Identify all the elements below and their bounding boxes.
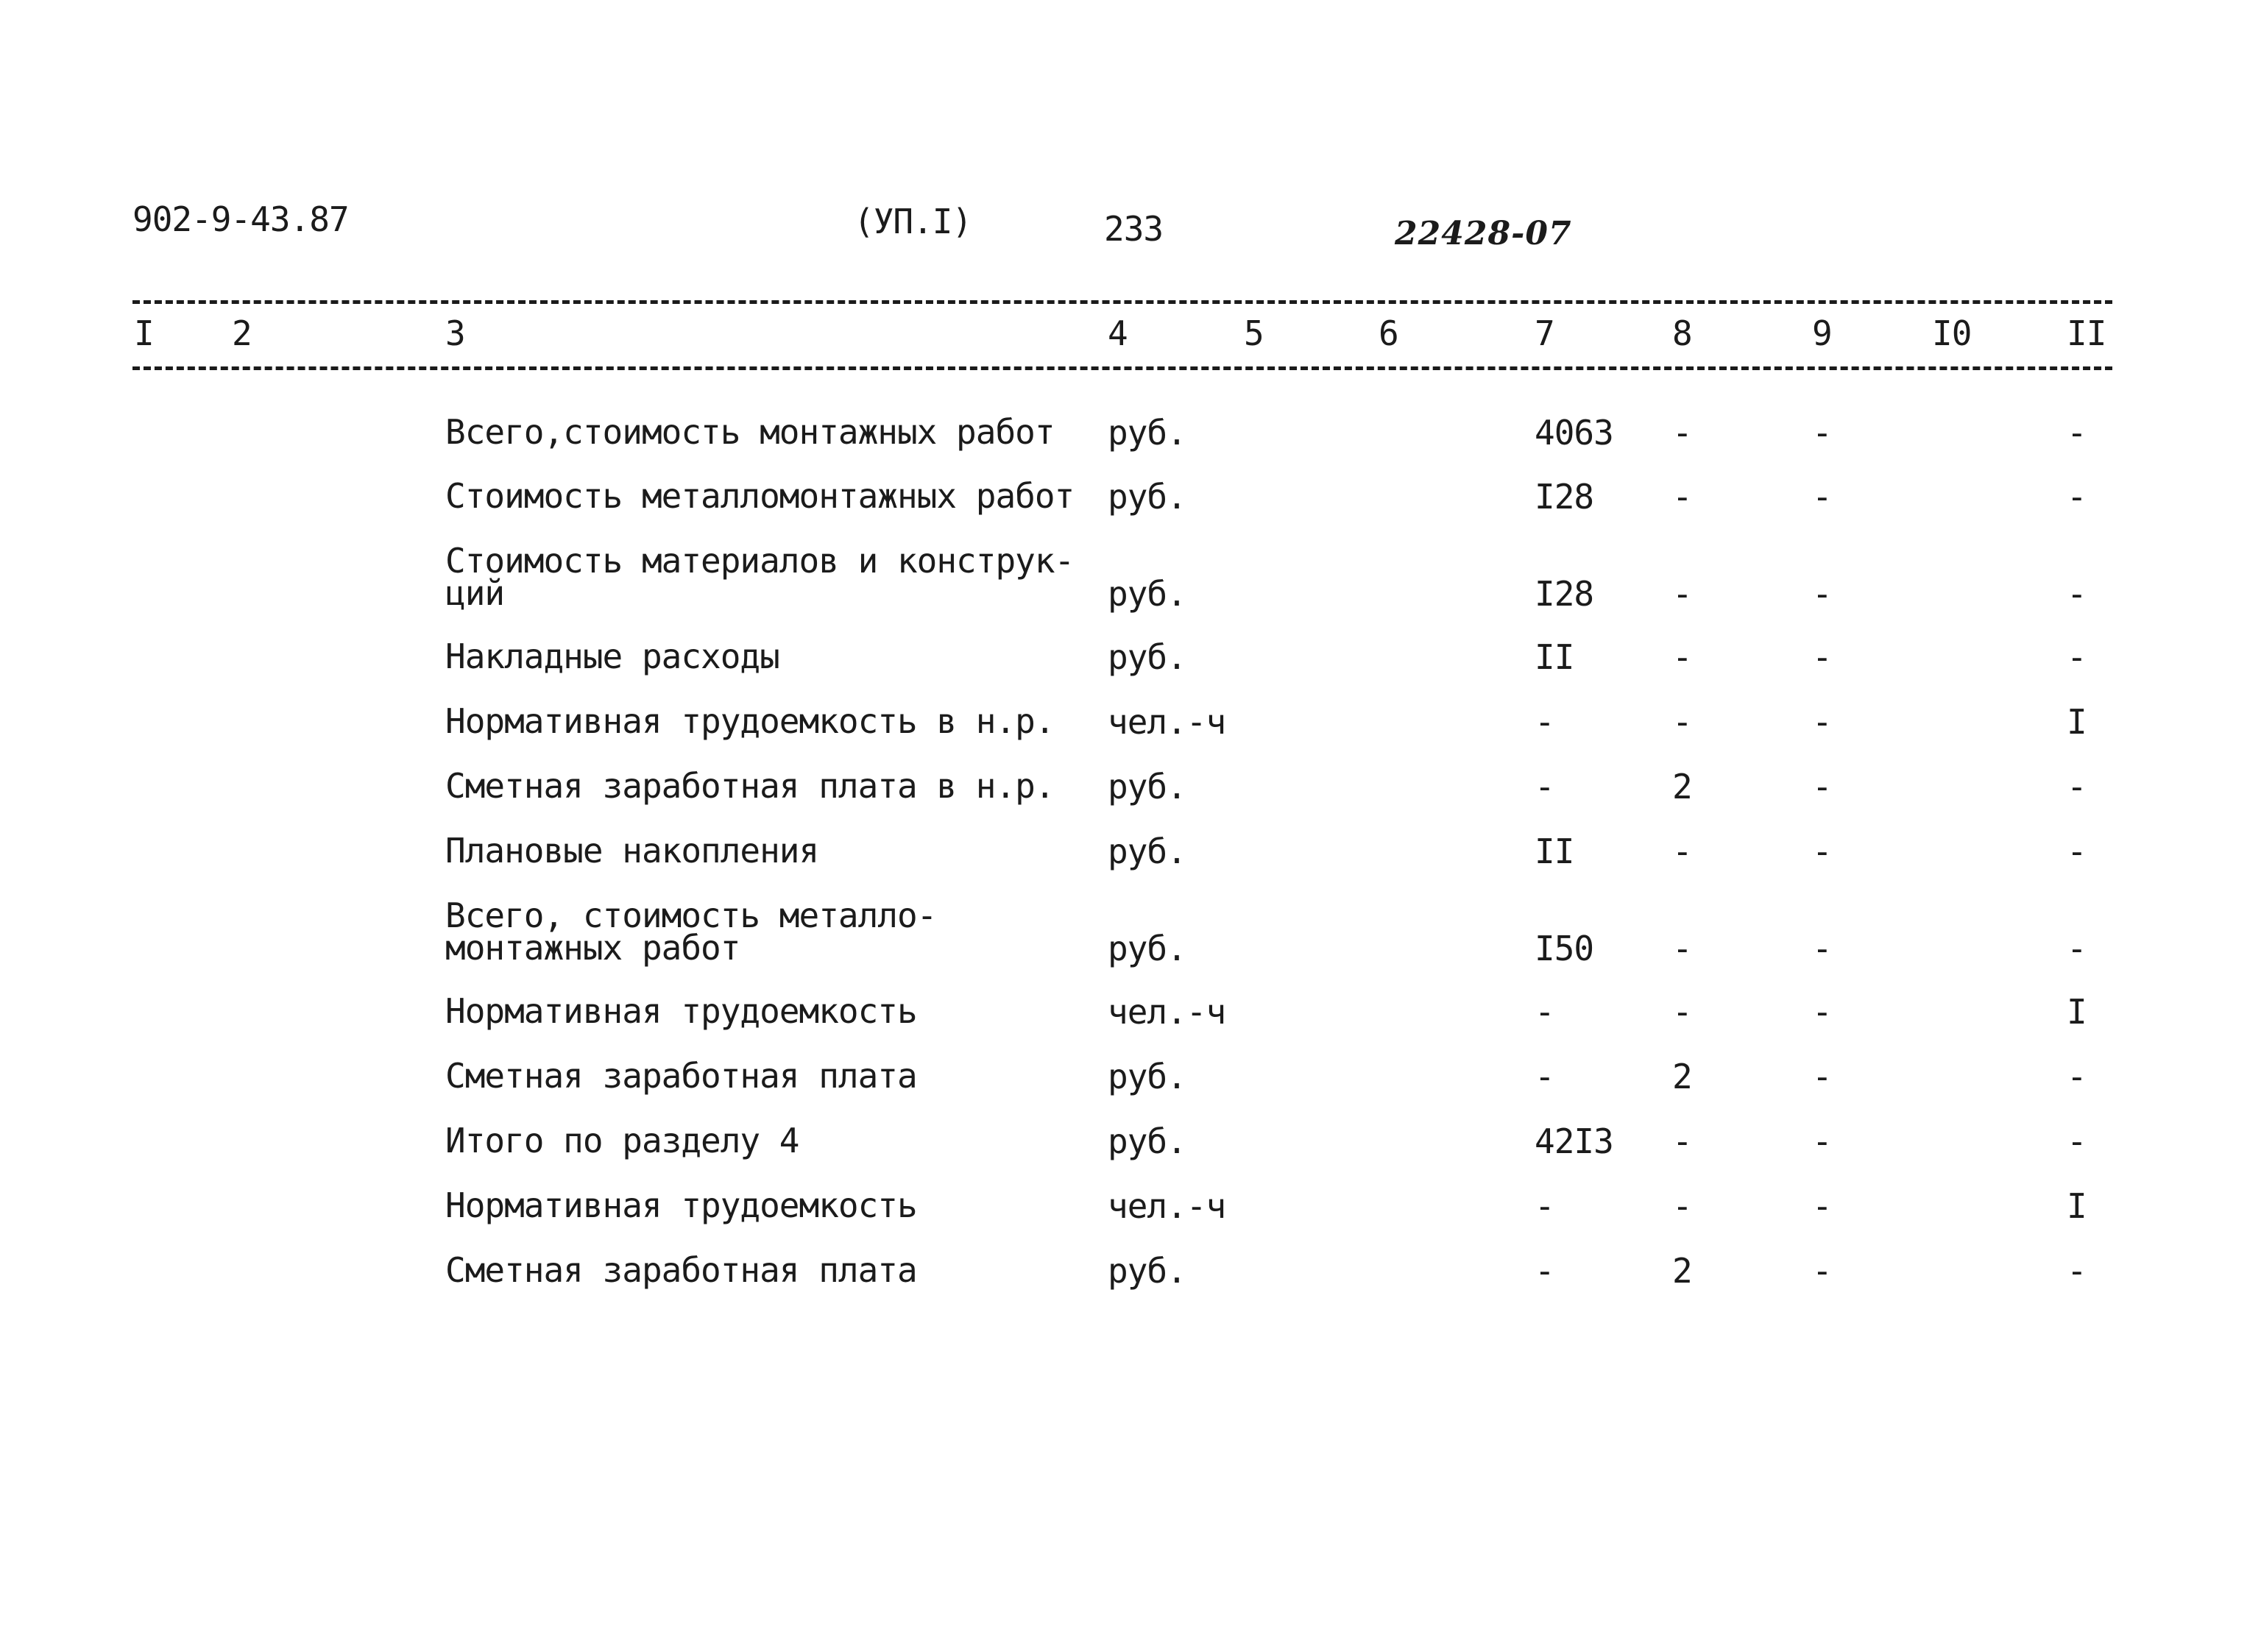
row-unit: чел.-ч	[1108, 992, 1226, 1032]
row-description: Итого по разделу 4	[445, 1121, 799, 1160]
row-description: Всего,стоимость монтажных работ	[445, 412, 1055, 452]
row-value-col-11: I	[2067, 702, 2087, 742]
row-value-col-8: -	[1672, 929, 1692, 968]
row-value-col-11: I	[2067, 992, 2087, 1032]
row-unit: руб.	[1108, 832, 1186, 871]
row-value-col-8: -	[1672, 832, 1692, 871]
page-number: 233	[1104, 209, 1164, 249]
row-value-col-8: -	[1672, 702, 1692, 742]
row-description: Сметная заработная плата	[445, 1056, 917, 1096]
row-value-col-7: -	[1535, 1186, 1554, 1226]
column-number-7: 7	[1535, 313, 1554, 353]
row-value-col-8: -	[1672, 992, 1692, 1032]
row-value-col-7: -	[1535, 767, 1554, 806]
row-value-col-8: 2	[1672, 767, 1692, 806]
row-description: Нормативная трудоемкость	[445, 991, 917, 1031]
header-rule-top	[132, 300, 2112, 304]
row-description: Сметная заработная плата в н.р.	[445, 766, 1055, 806]
row-value-col-9: -	[1812, 637, 1832, 677]
row-description: Сметная заработная плата	[445, 1250, 917, 1290]
row-value-col-9: -	[1812, 1057, 1832, 1096]
row-unit: чел.-ч	[1108, 702, 1226, 742]
row-value-col-9: -	[1812, 1121, 1832, 1161]
row-unit: руб.	[1108, 1057, 1186, 1096]
row-value-col-11: -	[2067, 477, 2087, 517]
row-description: Всего, стоимость металло- монтажных работ	[445, 896, 937, 968]
row-value-col-7: -	[1535, 1251, 1554, 1291]
header-rule-bottom	[132, 366, 2112, 370]
row-value-col-9: -	[1812, 1186, 1832, 1226]
row-unit: руб.	[1108, 1121, 1186, 1161]
handwritten-stamp: 22428-07	[1395, 215, 1572, 252]
row-unit: руб.	[1108, 574, 1186, 614]
row-value-col-8: 2	[1672, 1251, 1692, 1291]
row-unit: руб.	[1108, 1251, 1186, 1291]
row-value-col-8: -	[1672, 1121, 1692, 1161]
row-value-col-11: -	[2067, 1057, 2087, 1096]
row-value-col-11: -	[2067, 767, 2087, 806]
row-value-col-9: -	[1812, 702, 1832, 742]
row-unit: руб.	[1108, 929, 1186, 968]
row-description: Нормативная трудоемкость в н.р.	[445, 701, 1055, 741]
column-number-3: 3	[445, 313, 465, 353]
row-unit: руб.	[1108, 767, 1186, 806]
row-value-col-7: 4063	[1535, 413, 1613, 453]
row-value-col-11: -	[2067, 574, 2087, 614]
row-value-col-9: -	[1812, 992, 1832, 1032]
row-value-col-7: -	[1535, 1057, 1554, 1096]
row-value-col-7: -	[1535, 992, 1554, 1032]
row-value-col-7: II	[1535, 637, 1574, 677]
row-value-col-9: -	[1812, 477, 1832, 517]
column-number-8: 8	[1672, 313, 1692, 353]
row-unit: руб.	[1108, 637, 1186, 677]
column-number-2: 2	[232, 313, 252, 353]
row-description: Накладные расходы	[445, 637, 779, 676]
row-value-col-7: 42I3	[1535, 1121, 1613, 1161]
row-description: Плановые накопления	[445, 831, 819, 871]
column-number-4: 4	[1108, 313, 1128, 353]
row-value-col-8: -	[1672, 413, 1692, 453]
row-value-col-11: -	[2067, 1121, 2087, 1161]
row-unit: руб.	[1108, 477, 1186, 517]
row-value-col-11: -	[2067, 413, 2087, 453]
row-value-col-11: I	[2067, 1186, 2087, 1226]
row-description: Стоимость материалов и конструк- ций	[445, 541, 1075, 613]
row-value-col-9: -	[1812, 832, 1832, 871]
row-description: Стоимость металломонтажных работ	[445, 476, 1075, 516]
column-number-9: 9	[1812, 313, 1832, 353]
row-value-col-9: -	[1812, 1251, 1832, 1291]
row-unit: чел.-ч	[1108, 1186, 1226, 1226]
row-value-col-8: -	[1672, 477, 1692, 517]
row-value-col-11: -	[2067, 637, 2087, 677]
column-number-1: I	[134, 313, 154, 353]
row-value-col-8: -	[1672, 637, 1692, 677]
doc-code: 902-9-43.87	[132, 199, 349, 239]
row-value-col-7: -	[1535, 702, 1554, 742]
row-value-col-9: -	[1812, 929, 1832, 968]
row-value-col-9: -	[1812, 574, 1832, 614]
row-value-col-8: 2	[1672, 1057, 1692, 1096]
column-number-5: 5	[1244, 313, 1264, 353]
section-label: (УП.I)	[854, 202, 972, 241]
row-value-col-9: -	[1812, 767, 1832, 806]
row-value-col-11: -	[2067, 1251, 2087, 1291]
row-value-col-11: -	[2067, 832, 2087, 871]
row-value-col-7: I28	[1535, 477, 1594, 517]
row-value-col-9: -	[1812, 413, 1832, 453]
row-unit: руб.	[1108, 413, 1186, 453]
row-description: Нормативная трудоемкость	[445, 1185, 917, 1225]
column-number-11: II	[2067, 313, 2106, 353]
row-value-col-11: -	[2067, 929, 2087, 968]
column-number-10: I0	[1932, 313, 1972, 353]
row-value-col-7: II	[1535, 832, 1574, 871]
row-value-col-8: -	[1672, 574, 1692, 614]
row-value-col-7: I50	[1535, 929, 1594, 968]
row-value-col-7: I28	[1535, 574, 1594, 614]
row-value-col-8: -	[1672, 1186, 1692, 1226]
column-number-6: 6	[1379, 313, 1398, 353]
